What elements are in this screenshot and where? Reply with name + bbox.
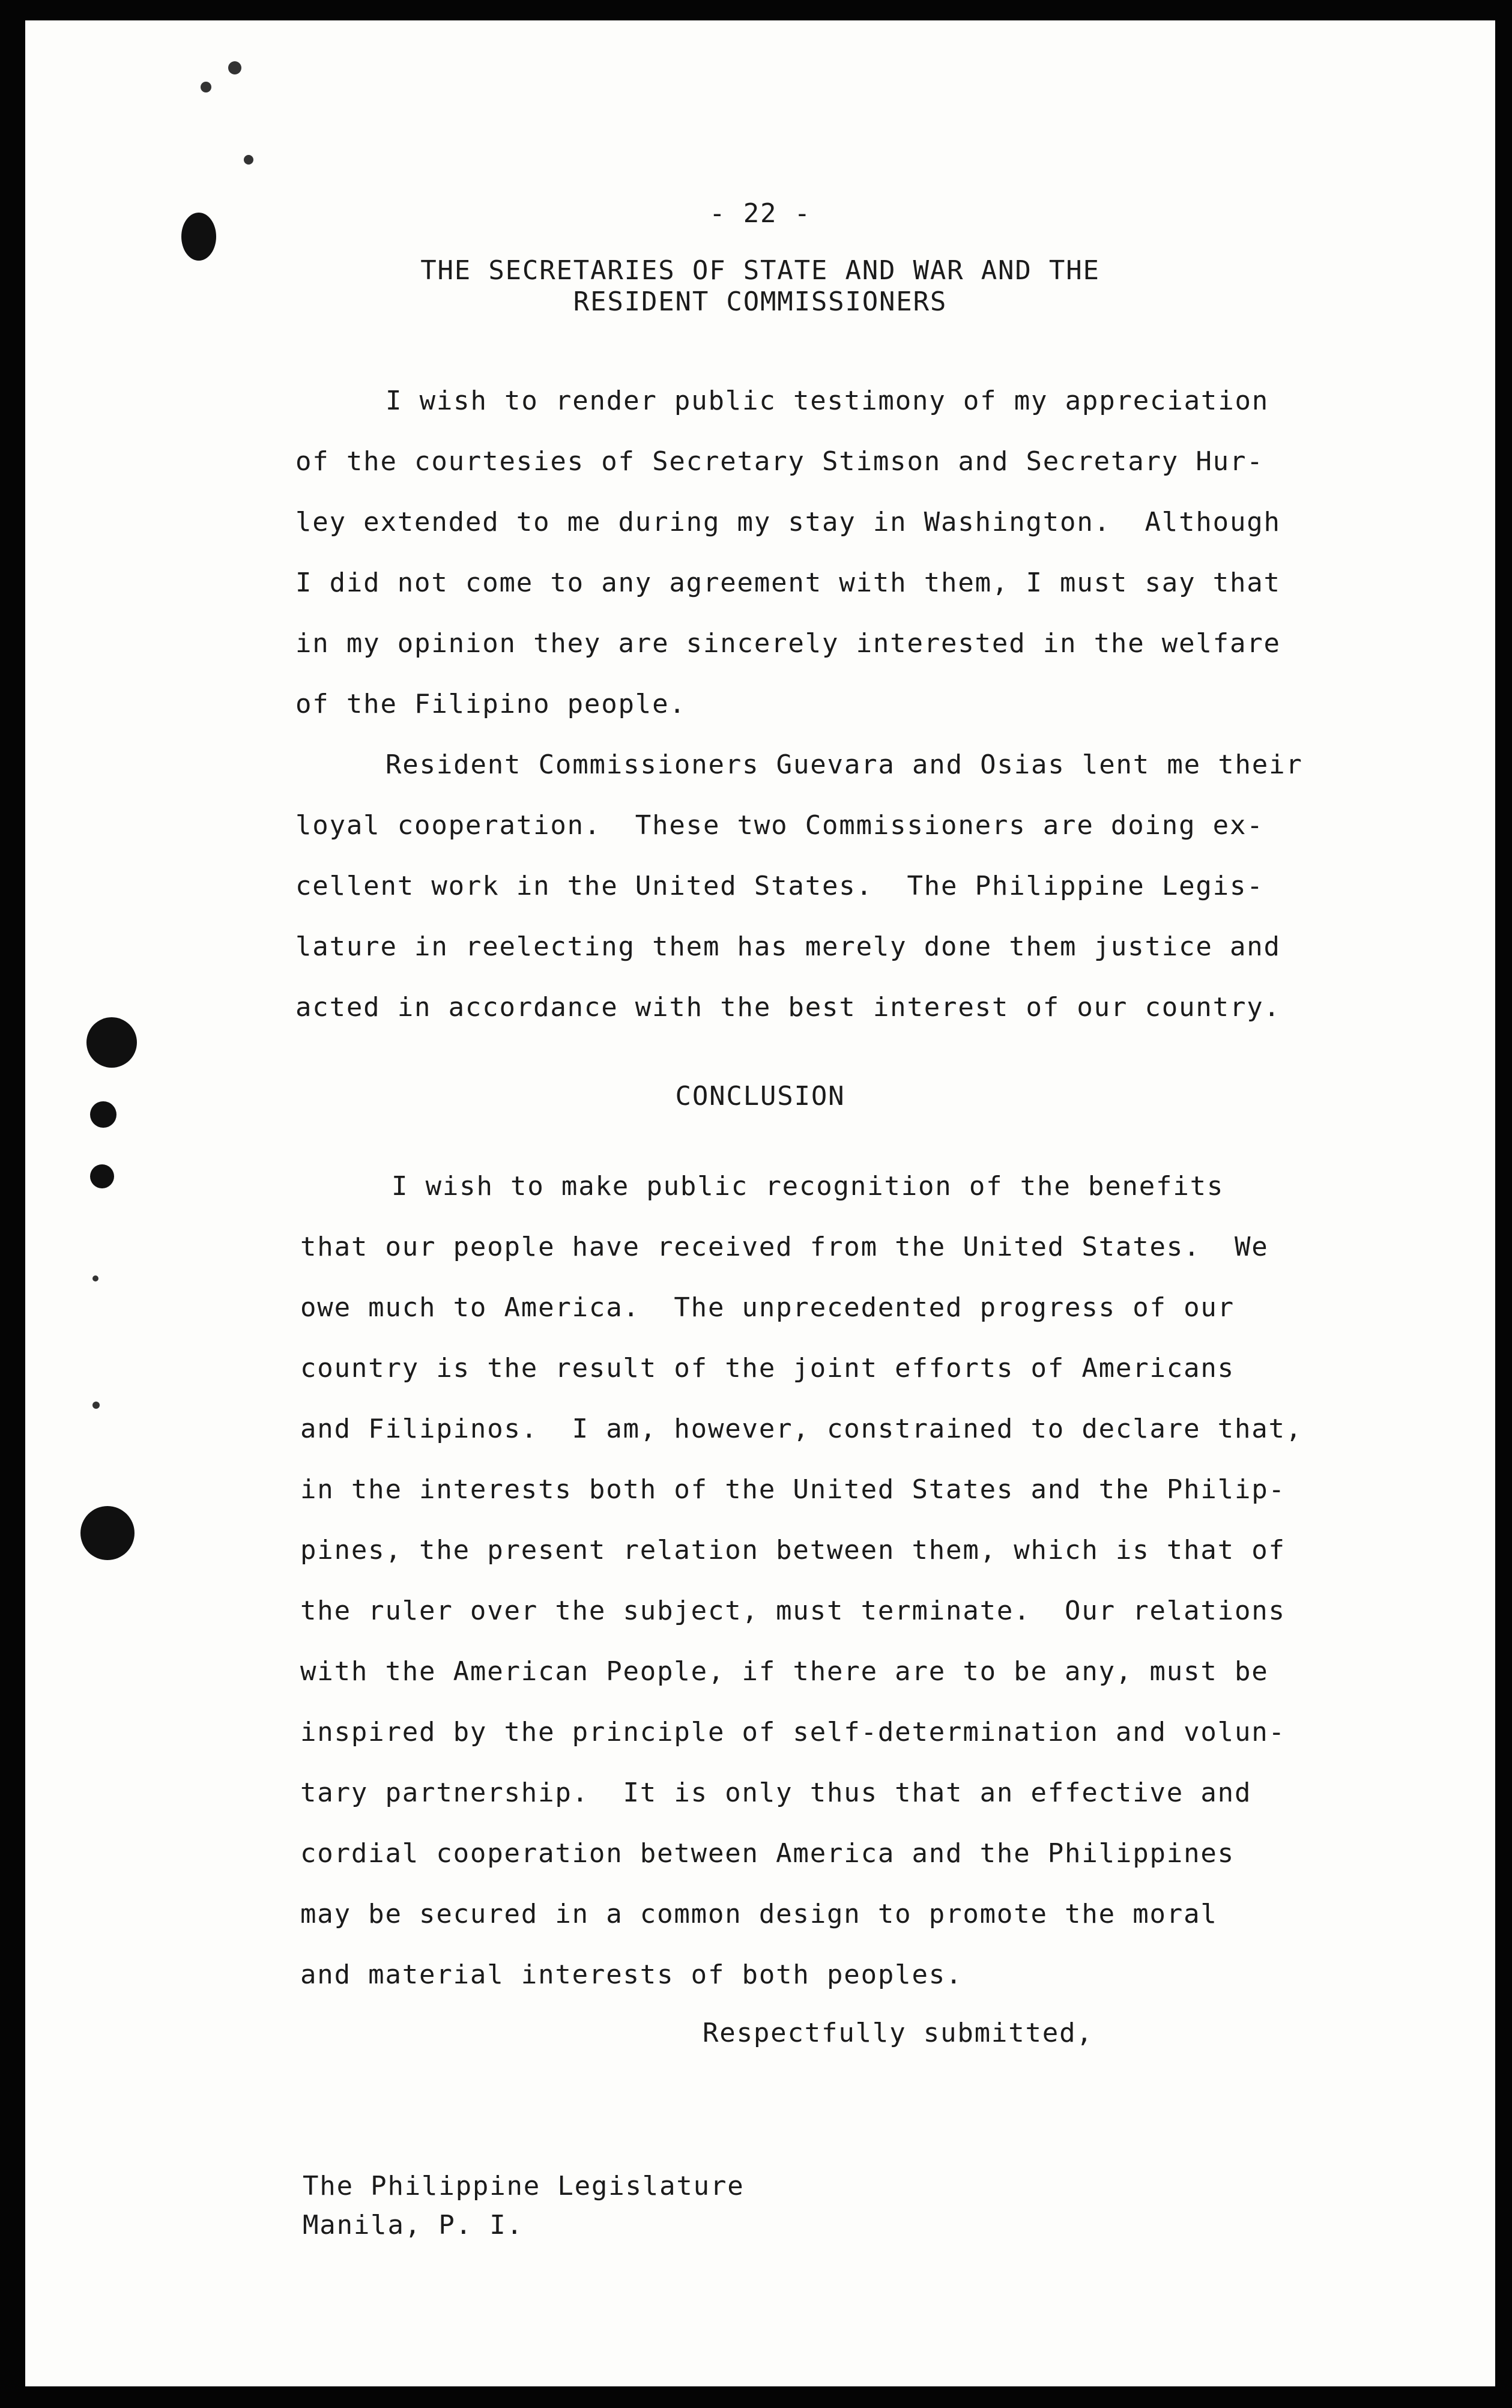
dust-speck	[244, 155, 253, 165]
text-line: Resident Commissioners Guevara and Osias lent me their	[386, 749, 1303, 780]
text-line: inspired by the principle of self-determination and volun-	[300, 1717, 1286, 1747]
text-line: I wish to render public testimony of my appreciation	[386, 386, 1269, 416]
conclusion-heading: CONCLUSION	[675, 1081, 845, 1112]
text-line: and material interests of both peoples.	[300, 1959, 963, 1990]
dust-speck	[228, 61, 241, 74]
text-line: tary partnership. It is only thus that an effective and	[300, 1777, 1252, 1808]
text-line: owe much to America. The unprecedented progress of our	[300, 1292, 1235, 1323]
ink-blot	[90, 1164, 114, 1188]
text-line: of the courtesies of Secretary Stimson and Secretary Hur-	[295, 446, 1264, 477]
text-line: that our people have received from the United States. We	[300, 1232, 1269, 1262]
text-line: cordial cooperation between America and the Philippines	[300, 1838, 1235, 1869]
punch-hole-mark	[80, 1506, 135, 1560]
section-title-line-2: RESIDENT COMMISSIONERS	[573, 286, 948, 317]
text-line: I wish to make public recognition of the benefits	[392, 1171, 1224, 1202]
text-line: the ruler over the subject, must terminate. Our relations	[300, 1596, 1286, 1626]
page-number: - 22 -	[709, 198, 811, 229]
dust-speck	[201, 82, 211, 92]
addressee-line-1: The Philippine Legislature	[303, 2171, 745, 2201]
text-line: cellent work in the United States. The Philippine Legis-	[295, 871, 1264, 901]
text-line: of the Filipino people.	[295, 689, 686, 719]
text-line: and Filipinos. I am, however, constrained to declare that,	[300, 1414, 1303, 1444]
text-line: in the interests both of the United States and the Philip-	[300, 1474, 1286, 1505]
text-line: loyal cooperation. These two Commissioners are doing ex-	[295, 810, 1264, 841]
section-title-line-1: THE SECRETARIES OF STATE AND WAR AND THE	[420, 255, 1100, 286]
punch-hole-mark	[86, 1017, 137, 1068]
document-page	[25, 20, 1495, 2386]
text-line: in my opinion they are sincerely interested in the welfare	[295, 628, 1281, 659]
text-line: I did not come to any agreement with them, I must say that	[295, 567, 1281, 598]
text-line: lature in reelecting them has merely done them justice and	[295, 931, 1281, 962]
addressee-line-2: Manila, P. I.	[303, 2210, 524, 2240]
text-line: acted in accordance with the best interest of our country.	[295, 992, 1281, 1023]
text-line: country is the result of the joint efforts of Americans	[300, 1353, 1235, 1384]
dust-speck	[92, 1275, 98, 1281]
dust-speck	[92, 1402, 100, 1409]
ink-blot	[90, 1101, 116, 1128]
text-line: ley extended to me during my stay in Washington. Although	[295, 507, 1281, 537]
text-line: with the American People, if there are to be any, must be	[300, 1656, 1269, 1687]
ink-blot	[181, 213, 216, 261]
text-line: pines, the present relation between them, which is that of	[300, 1535, 1286, 1566]
closing-signoff: Respectfully submitted,	[703, 2018, 1093, 2048]
text-line: may be secured in a common design to promote the moral	[300, 1899, 1218, 1929]
